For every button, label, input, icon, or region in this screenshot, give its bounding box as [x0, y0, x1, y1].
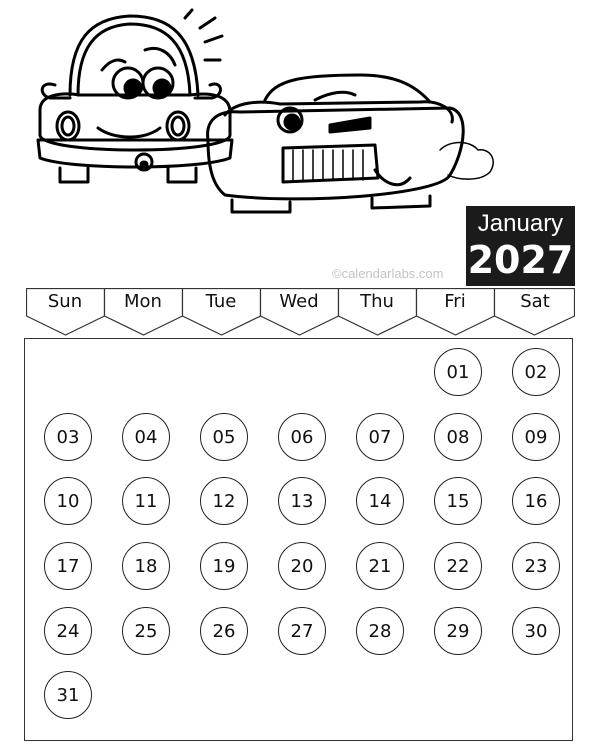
day-cell: 07 — [356, 413, 404, 461]
watermark: ©calendarlabs.com — [332, 266, 444, 281]
weekday-tue: Tue — [205, 291, 237, 312]
day-cell: 17 — [44, 542, 92, 590]
weekday-sat: Sat — [520, 291, 550, 312]
day-cell: 09 — [512, 413, 560, 461]
weekday-mon: Mon — [124, 291, 162, 312]
day-cell: 11 — [122, 477, 170, 525]
weekday-fri: Fri — [444, 291, 466, 312]
year: 2027 — [467, 238, 574, 282]
day-cell: 29 — [434, 607, 482, 655]
day-cell: 28 — [356, 607, 404, 655]
weekday-wed: Wed — [279, 291, 319, 312]
day-cell: 25 — [122, 607, 170, 655]
month-name: January — [477, 210, 564, 237]
day-cell: 19 — [200, 542, 248, 590]
calendar-grid — [24, 338, 573, 741]
day-cell: 22 — [434, 542, 482, 590]
weekday-header-row — [26, 288, 575, 336]
right-car-icon — [208, 75, 494, 212]
day-cell: 26 — [200, 607, 248, 655]
weekday-sun: Sun — [47, 291, 83, 312]
day-cell: 27 — [278, 607, 326, 655]
day-cell: 02 — [512, 348, 560, 396]
day-cell: 08 — [434, 413, 482, 461]
day-cell: 24 — [44, 607, 92, 655]
weekday-thu: Thu — [360, 291, 394, 312]
cartoon-cars-illustration — [0, 0, 520, 220]
day-cell: 06 — [278, 413, 326, 461]
day-cell: 03 — [44, 413, 92, 461]
day-cell: 23 — [512, 542, 560, 590]
day-cell: 14 — [356, 477, 404, 525]
day-cell: 18 — [122, 542, 170, 590]
day-cell: 30 — [512, 607, 560, 655]
day-cell: 21 — [356, 542, 404, 590]
left-car-icon — [38, 10, 232, 182]
day-cell: 15 — [434, 477, 482, 525]
day-cell: 20 — [278, 542, 326, 590]
day-cell: 12 — [200, 477, 248, 525]
day-cell: 10 — [44, 477, 92, 525]
day-cell: 01 — [434, 348, 482, 396]
month-year-header — [466, 206, 575, 286]
day-cell: 05 — [200, 413, 248, 461]
day-cell: 31 — [44, 671, 92, 719]
day-cell: 04 — [122, 413, 170, 461]
day-cell: 13 — [278, 477, 326, 525]
day-cell: 16 — [512, 477, 560, 525]
